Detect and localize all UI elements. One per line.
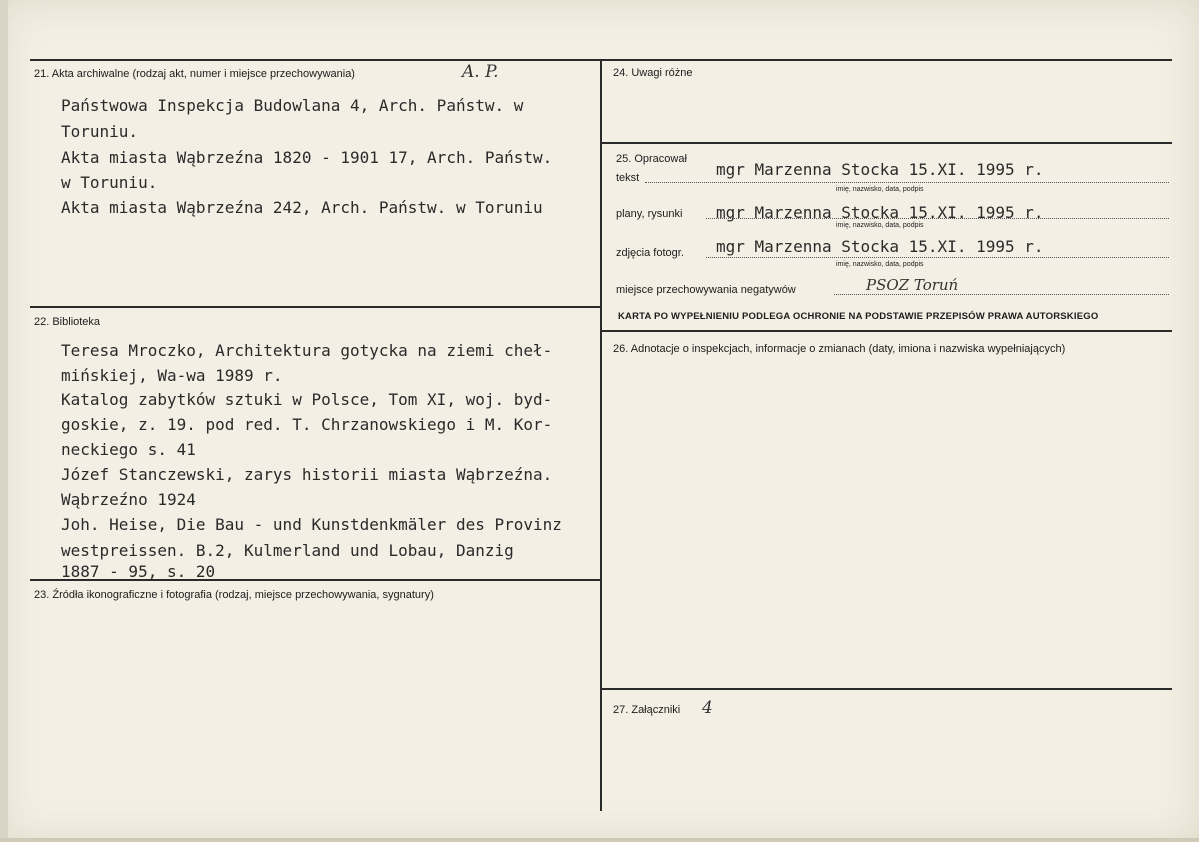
author-row-dotted-line bbox=[706, 257, 1169, 258]
card-bottom-edge bbox=[0, 838, 1199, 842]
rule-25-26 bbox=[601, 330, 1172, 332]
author-row-dotted-line bbox=[645, 182, 1169, 183]
section-21-line: w Toruniu. bbox=[61, 173, 158, 192]
author-row-value-plans: mgr Marzenna Stocka 15.XI. 1995 r. bbox=[716, 203, 1044, 222]
negatives-dotted-line bbox=[834, 294, 1169, 295]
author-row-label-photos: zdjęcia fotogr. bbox=[616, 247, 684, 259]
rule-21-22 bbox=[30, 306, 601, 308]
negatives-location-value: PSOZ Toruń bbox=[866, 276, 959, 294]
section-22-line: Katalog zabytków sztuki w Polsce, Tom XI, woj. byd- bbox=[61, 390, 553, 409]
section-25-label: 25. Opracował bbox=[616, 153, 687, 165]
section-22-label: 22. Biblioteka bbox=[34, 316, 101, 328]
section-22-line: westpreissen. B.2, Kulmerland und Lobau, Danzig bbox=[61, 541, 514, 560]
section-22-line: Józef Stanczewski, zarys historii miasta Wąbrzeźna. bbox=[61, 465, 553, 484]
card-left-edge bbox=[0, 0, 8, 842]
section-22-line: Joh. Heise, Die Bau - und Kunstdenkmäler des Provinz bbox=[61, 515, 562, 534]
column-divider bbox=[600, 59, 602, 811]
author-row-caption: imię, nazwisko, data, podpis bbox=[836, 261, 924, 268]
section-21-label: 21. Akta archiwalne (rodzaj akt, numer i miejsce przechowywania) bbox=[34, 68, 355, 80]
section-22-line: mińskiej, Wa-wa 1989 r. bbox=[61, 366, 283, 385]
section-22-line: Teresa Mroczko, Architektura gotycka na ziemi cheł- bbox=[61, 341, 553, 360]
rule-24-25 bbox=[601, 142, 1172, 144]
section-21-line: Akta miasta Wąbrzeźna 242, Arch. Państw. w Toruniu bbox=[61, 198, 543, 217]
author-row-label-plans: plany, rysunki bbox=[616, 208, 683, 220]
section-27-label: 27. Załączniki bbox=[613, 704, 681, 716]
section-21-line: Toruniu. bbox=[61, 122, 139, 141]
section-22-line: neckiego s. 41 bbox=[61, 440, 196, 459]
section-22-line: Wąbrzeźno 1924 bbox=[61, 490, 196, 509]
section-27-value: 4 bbox=[702, 698, 713, 718]
author-row-label-text: tekst bbox=[616, 172, 640, 184]
author-row-value-text: mgr Marzenna Stocka 15.XI. 1995 r. bbox=[716, 160, 1044, 179]
section-21-line: Akta miasta Wąbrzeźna 1820 - 1901 17, Arch. Państw. bbox=[61, 148, 553, 167]
section-24-label: 24. Uwagi różne bbox=[613, 67, 693, 79]
author-row-value-photos: mgr Marzenna Stocka 15.XI. 1995 r. bbox=[716, 237, 1044, 256]
section-21-line: Państwowa Inspekcja Budowlana 4, Arch. Państw. w bbox=[61, 96, 524, 115]
section-26-label: 26. Adnotacje o inspekcjach, informacje o zmianach (daty, imiona i nazwiska wypełniających) bbox=[613, 343, 1066, 355]
section-22-line: 1887 - 95, s. 20 bbox=[61, 562, 216, 581]
section-21-handwritten-note: A. P. bbox=[462, 62, 499, 82]
negatives-location-label: miejsce przechowywania negatywów bbox=[616, 284, 796, 296]
copyright-notice: KARTA PO WYPEŁNIENIU PODLEGA OCHRONIE NA PODSTAWIE PRZEPISÓW PRAWA AUTORSKIEGO bbox=[618, 311, 1099, 322]
author-row-caption: imię, nazwisko, data, podpis bbox=[836, 186, 924, 193]
section-22-line: goskie, z. 19. pod red. T. Chrzanowskiego i M. Kor- bbox=[61, 415, 553, 434]
rule-26-27 bbox=[601, 688, 1172, 690]
author-row-caption: imię, nazwisko, data, podpis bbox=[836, 222, 924, 229]
section-23-label: 23. Źródła ikonograficzne i fotografia (rodzaj, miejsce przechowywania, sygnatury) bbox=[34, 589, 434, 601]
